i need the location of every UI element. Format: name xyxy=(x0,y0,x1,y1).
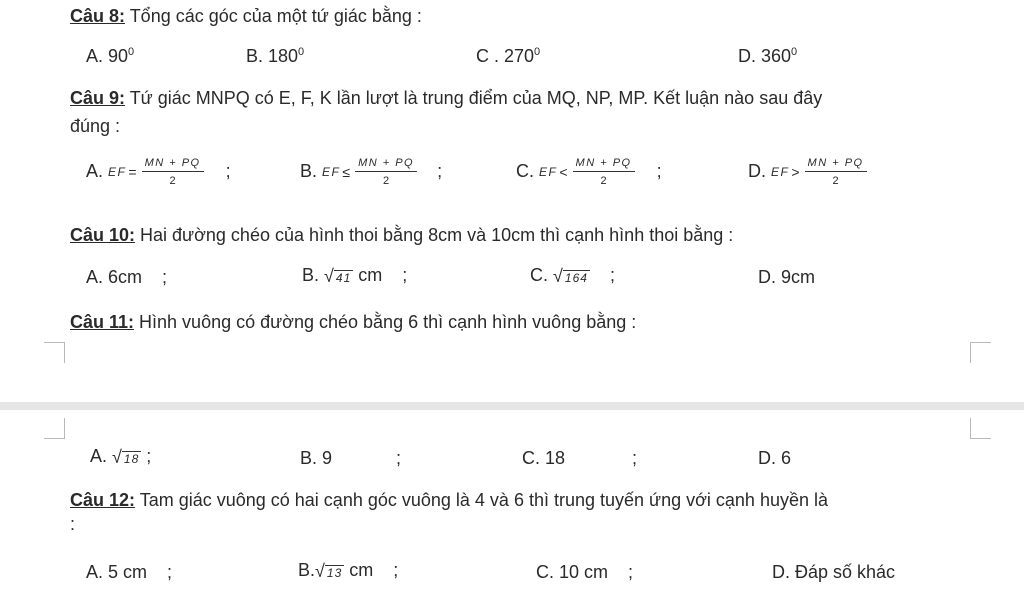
question-9-text: Tứ giác MNPQ có E, F, K lần lượt là trung điểm của MQ, NP, MP. Kết luận nào sau đây xyxy=(125,88,823,108)
question-10-label: Câu 10: xyxy=(70,225,136,245)
q9-option-b-label: B. xyxy=(300,160,318,181)
question-11 xyxy=(70,312,636,333)
fraction-numerator: MN + PQ xyxy=(573,157,635,172)
fraction-numerator: MN + PQ xyxy=(355,157,417,172)
q10-option-d: D. 9cm xyxy=(758,267,816,287)
q10-option-b-unit: cm ; xyxy=(353,265,408,285)
fraction-numerator: MN + PQ xyxy=(805,157,867,172)
q8-option-b-text: B. 180 xyxy=(246,46,299,66)
q9-option-a xyxy=(86,157,231,187)
q8-option-c xyxy=(476,46,540,67)
question-9 xyxy=(70,88,822,109)
q9-option-a-separator: ; xyxy=(225,160,231,181)
fraction-denominator: 2 xyxy=(600,175,607,187)
fraction-denominator: 2 xyxy=(832,175,839,187)
sqrt-13 xyxy=(315,561,344,582)
q9-option-b-separator: ; xyxy=(437,160,443,181)
page-corner-mark xyxy=(970,342,991,363)
q8-option-a xyxy=(86,46,134,67)
sqrt-18 xyxy=(112,447,141,468)
q11-option-a-sep: ; xyxy=(141,446,152,466)
q11-option-c-sep: ; xyxy=(632,448,638,468)
q12-option-b-unit: cm ; xyxy=(344,560,399,580)
q8-option-a-degree: 0 xyxy=(128,46,135,58)
q11-option-b-sep: ; xyxy=(396,448,402,468)
q8-option-b xyxy=(246,46,304,67)
q12-option-b xyxy=(298,560,398,582)
question-8-label: Câu 8: xyxy=(70,6,126,26)
question-12 xyxy=(70,490,828,511)
question-12-text-cont: : xyxy=(70,514,76,534)
q12-option-c: C. 10 cm ; xyxy=(536,562,634,582)
question-8-text: Tổng các góc của một tứ giác bằng : xyxy=(125,6,422,26)
q11-option-b-text: B. 9 xyxy=(300,448,333,468)
q9-option-a-fraction xyxy=(142,157,204,187)
q8-option-b-degree: 0 xyxy=(298,46,305,58)
fraction-denominator: 2 xyxy=(383,175,390,187)
q9-option-c-ef: EF xyxy=(539,165,558,179)
question-10-text: Hai đường chéo của hình thoi bằng 8cm và 10cm thì cạnh hình thoi bằng : xyxy=(135,225,734,245)
q9-option-b xyxy=(300,157,442,187)
q12-option-b-label: B. xyxy=(298,560,316,580)
q9-option-d-ef: EF xyxy=(771,165,790,179)
q9-option-c-separator: ; xyxy=(656,160,662,181)
page-break xyxy=(0,402,1024,410)
q9-option-d-fraction xyxy=(805,157,867,187)
q12-option-a: A. 5 cm ; xyxy=(86,562,173,582)
radicand: 164 xyxy=(564,270,588,285)
radicand: 13 xyxy=(326,565,343,580)
q9-option-d xyxy=(748,157,870,187)
q11-option-a-label: A. xyxy=(90,446,108,466)
q9-option-c-label: C. xyxy=(516,160,534,181)
page-corner-mark xyxy=(44,342,65,363)
q8-option-c-degree: 0 xyxy=(534,46,541,58)
q12-option-d: D. Đáp số khác xyxy=(772,562,896,582)
question-9-text-cont: đúng : xyxy=(70,116,121,136)
q11-option-b xyxy=(300,448,332,469)
question-11-text: Hình vuông có đường chéo bằng 6 thì cạnh hình vuông bằng : xyxy=(134,312,637,332)
q10-option-c-label: C. xyxy=(530,265,548,285)
sqrt-41 xyxy=(324,266,353,287)
sqrt-164 xyxy=(553,266,590,287)
q8-option-a-text: A. 90 xyxy=(86,46,129,66)
sqrt-sign: √ xyxy=(315,560,325,581)
sqrt-sign: √ xyxy=(112,446,122,467)
q8-option-d-text: D. 360 xyxy=(738,46,792,66)
q11-option-c xyxy=(522,448,565,469)
q9-option-b-fraction xyxy=(355,157,417,187)
q8-option-c-text: C . 270 xyxy=(476,46,535,66)
q10-option-b-label: B. xyxy=(302,265,320,285)
q9-option-b-ef: EF xyxy=(322,165,341,179)
q9-option-b-relation: ≤ xyxy=(342,164,351,180)
radicand: 41 xyxy=(335,270,352,285)
question-8 xyxy=(70,6,422,27)
q10-option-c-sep: ; xyxy=(589,265,615,285)
q10-option-a: A. 6cm ; xyxy=(86,267,168,287)
fraction-denominator: 2 xyxy=(169,175,176,187)
q11-option-d: D. 6 xyxy=(758,448,792,468)
q9-option-c xyxy=(516,157,662,187)
sqrt-sign: √ xyxy=(324,265,334,286)
q9-option-c-fraction xyxy=(573,157,635,187)
page-corner-mark xyxy=(970,418,991,439)
q11-option-a xyxy=(90,446,151,468)
question-10 xyxy=(70,225,733,246)
q10-option-c xyxy=(530,265,615,287)
q9-option-d-label: D. xyxy=(748,160,766,181)
q9-option-a-relation: = xyxy=(128,164,137,180)
fraction-numerator: MN + PQ xyxy=(142,157,204,172)
q9-option-d-relation: > xyxy=(791,164,800,180)
q8-option-d xyxy=(738,46,797,67)
q8-option-d-degree: 0 xyxy=(791,46,798,58)
question-11-label: Câu 11: xyxy=(70,312,135,332)
q9-option-a-ef: EF xyxy=(108,165,127,179)
q10-option-b xyxy=(302,265,407,287)
q9-option-a-label: A. xyxy=(86,160,104,181)
question-9-label: Câu 9: xyxy=(70,88,126,108)
question-12-text: Tam giác vuông có hai cạnh góc vuông là 4 và 6 thì trung tuyến ứng với cạnh huyền là xyxy=(135,490,828,510)
q11-option-c-text: C. 18 xyxy=(522,448,566,468)
question-12-label: Câu 12: xyxy=(70,490,136,510)
radicand: 18 xyxy=(123,451,140,466)
sqrt-sign: √ xyxy=(553,265,563,286)
page-corner-mark xyxy=(44,418,65,439)
q9-option-c-relation: < xyxy=(559,164,568,180)
